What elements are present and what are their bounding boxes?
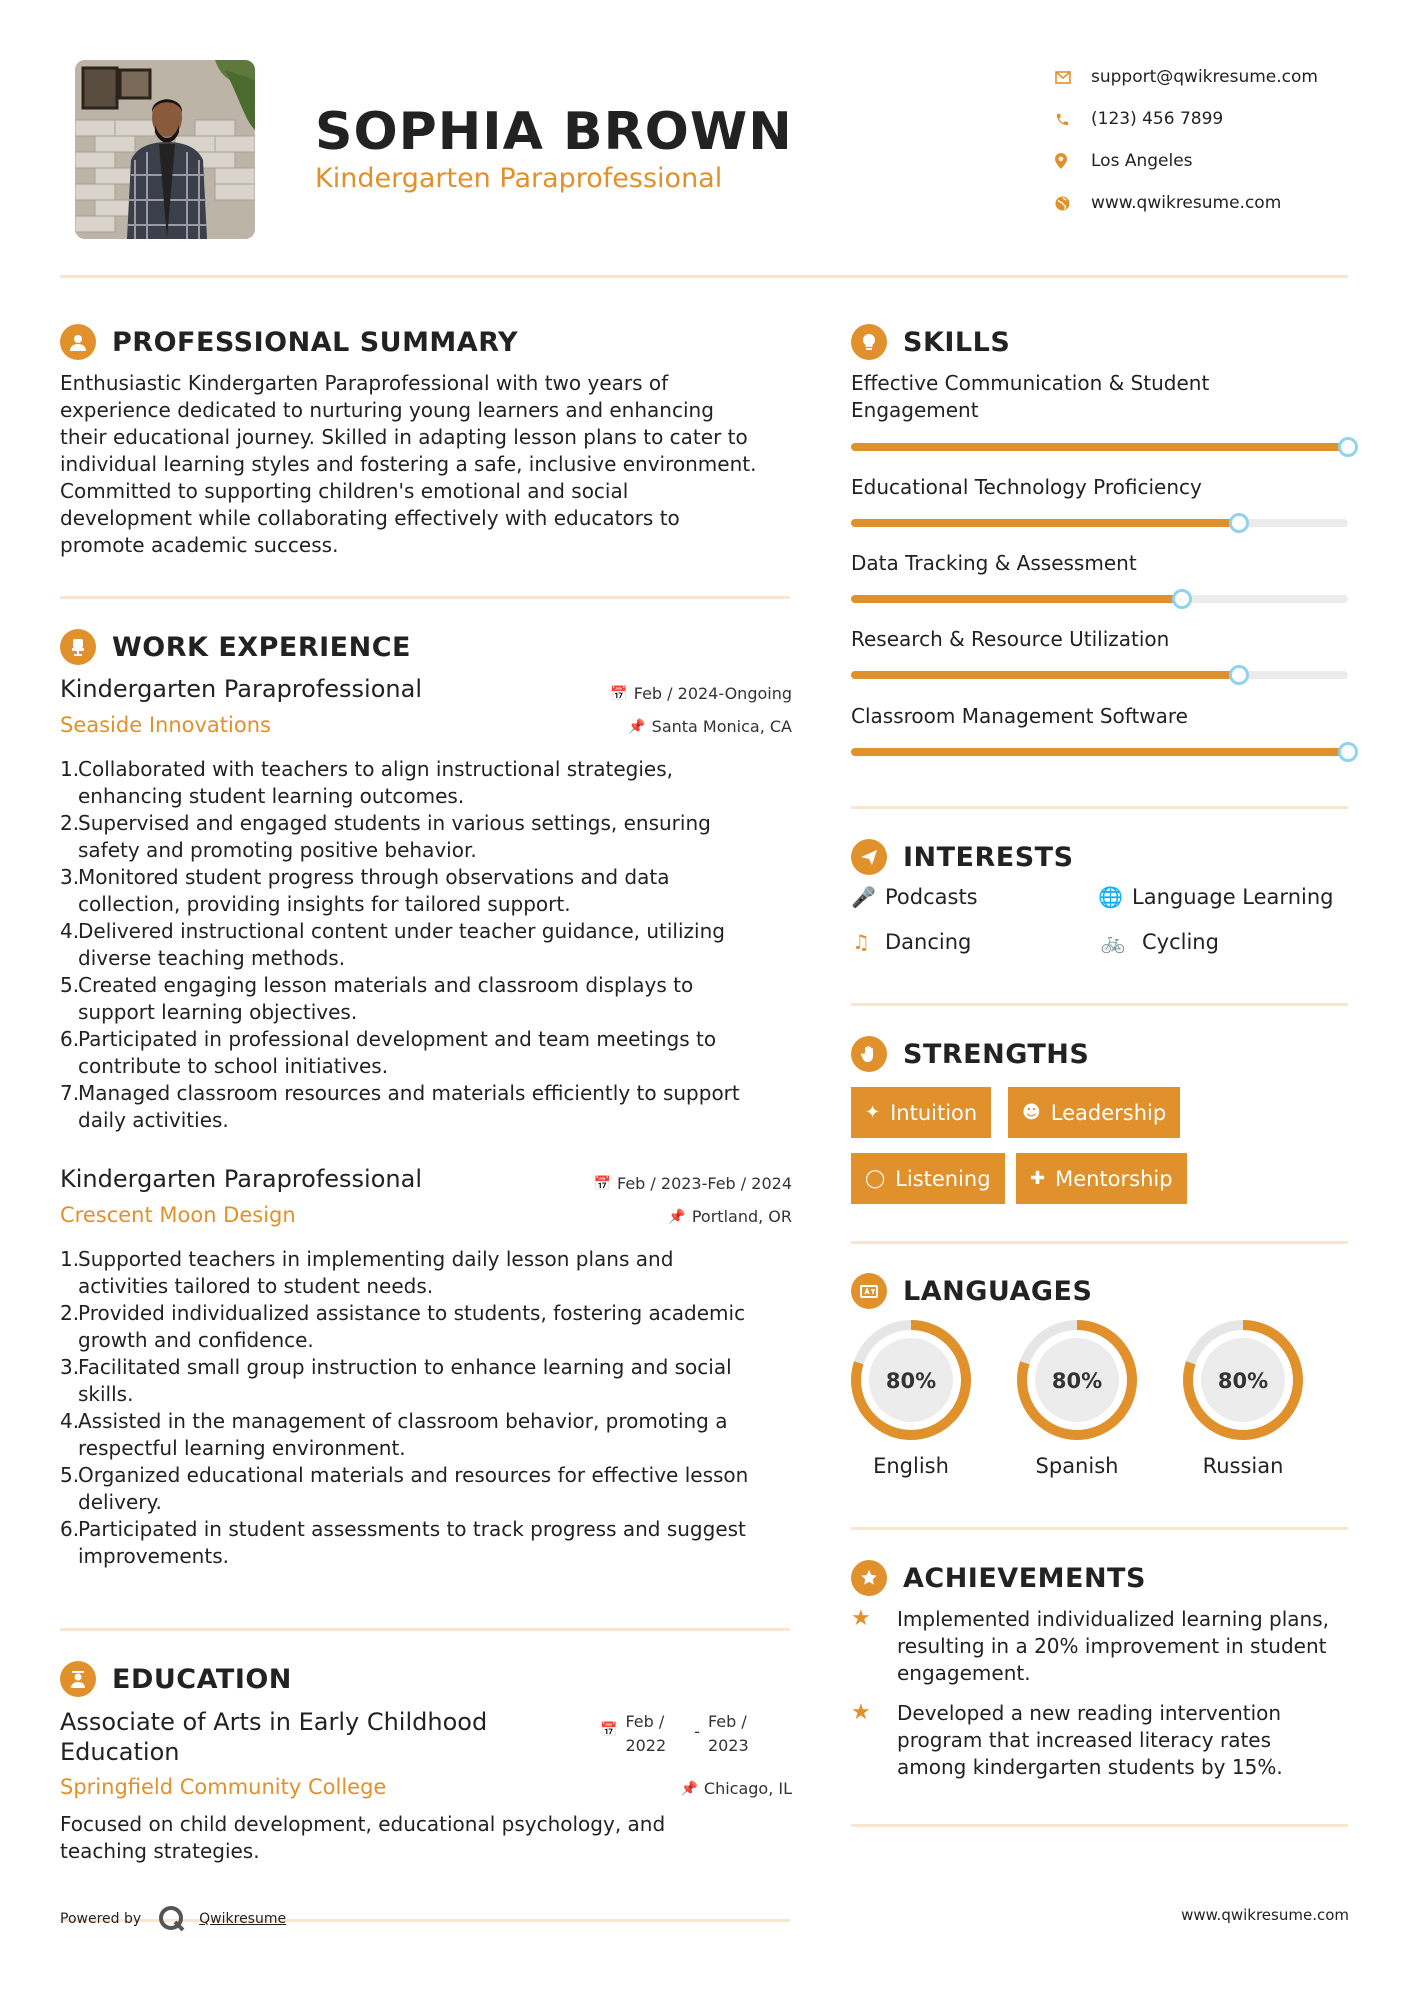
strength-tag: ✦ Intuition [851, 1087, 991, 1138]
strength-tag: ☻ Leadership [1008, 1087, 1180, 1138]
contact-list [1055, 56, 1375, 224]
pushpin-icon: 📌 [628, 718, 646, 735]
contact-email-text: support@qwikresume.com [1091, 67, 1318, 87]
skill-bar-knob [1338, 437, 1358, 457]
paper-plane-icon [851, 839, 887, 875]
achievement-item: ★ Implemented individualized learning plans, resulting in a 20% improvement in student engagement. [851, 1606, 1329, 1685]
skill-name: Educational Technology Proficiency [851, 475, 1202, 499]
list-item: 6.Participated in professional development and team meetings to contribute to school initiatives. [60, 1027, 717, 1078]
phone-icon [1055, 112, 1091, 127]
footer-powered-by: Powered by Qwikresume [60, 1904, 286, 1934]
job-date [500, 1174, 792, 1193]
summary-heading [60, 324, 518, 360]
language-ring [1181, 1318, 1305, 1442]
job-location-text: Portland, OR [691, 1207, 792, 1226]
calendar-icon: 📅 [600, 1722, 618, 1738]
section-divider [60, 596, 790, 599]
list-item: 5.Created engaging lesson materials and classroom displays to support learning objectives. [60, 973, 694, 1024]
contact-website-text: www.qwikresume.com [1091, 193, 1282, 213]
summary-line: individual learning styles and fostering a safe, inclusive environment. [60, 452, 757, 476]
strengths-heading [851, 1036, 1089, 1072]
language-card-icon [851, 1273, 887, 1309]
location-pin-icon [1055, 153, 1091, 169]
skills-heading [851, 324, 1010, 360]
language-percent: 80% [1051, 1369, 1103, 1393]
job-location [500, 1207, 792, 1226]
summary-text [60, 370, 800, 559]
job-duties-list [60, 756, 800, 1134]
user-plus-icon: ✚ [1030, 1168, 1046, 1189]
language-name: Russian [1202, 1454, 1284, 1478]
profile-photo [75, 60, 255, 239]
section-divider [851, 806, 1348, 809]
chair-icon [60, 629, 96, 665]
skill-bar-fill [851, 671, 1239, 679]
language-percent: 80% [1217, 1369, 1269, 1393]
experience-heading-text: WORK EXPERIENCE [112, 631, 411, 663]
skill-bar-fill [851, 519, 1239, 527]
candidate-name: SOPHIA BROWN [315, 102, 793, 162]
job-duties-list [60, 1246, 800, 1570]
contact-phone[interactable] [1055, 98, 1375, 140]
summary-line: development while collaborating effectively with educators to [60, 506, 680, 530]
user-icon [60, 324, 96, 360]
job-location-text: Santa Monica, CA [651, 717, 792, 736]
language-ring [849, 1318, 973, 1442]
graduate-icon [60, 1661, 96, 1697]
list-item: 4.Assisted in the management of classroom behavior, promoting a respectful learning environment. [60, 1409, 728, 1460]
pushpin-icon: 📌 [680, 1780, 698, 1797]
list-item: 1.Supported teachers in implementing daily lesson plans and activities tailored to student needs. [60, 1247, 674, 1298]
interests-heading-text: INTERESTS [903, 841, 1074, 873]
list-item: 4.Delivered instructional content under teacher guidance, utilizing diverse teaching methods. [60, 919, 725, 970]
strength-tag: ◯ Listening [851, 1153, 1005, 1204]
skill-bar [851, 595, 1348, 603]
contact-location-text: Los Angeles [1091, 151, 1193, 171]
interests-heading [851, 839, 1074, 875]
summary-heading-text: PROFESSIONAL SUMMARY [112, 326, 519, 358]
skills-heading-text: SKILLS [903, 326, 1011, 358]
job-title: Kindergarten Paraprofessional [60, 675, 422, 703]
users-icon: ☻ [1022, 1102, 1041, 1123]
footer-website-link[interactable]: www.qwikresume.com [1181, 1906, 1349, 1924]
list-item: 3.Facilitated small group instruction to enhance learning and social skills. [60, 1355, 732, 1406]
skill-name: Research & Resource Utilization [851, 627, 1170, 651]
qwikresume-link[interactable]: Qwikresume [199, 1911, 287, 1927]
pushpin-icon: 📌 [668, 1208, 686, 1225]
trophy-star-icon [851, 1560, 887, 1596]
hand-icon [851, 1036, 887, 1072]
education-location: 📌 Chicago, IL [680, 1779, 792, 1798]
education-dates: 📅 Feb / 2022 - Feb / 2023 [600, 1712, 749, 1755]
list-item: 5.Organized educational materials and resources for effective lesson delivery. [60, 1463, 749, 1514]
bicycle-icon: 🚲 [1100, 930, 1126, 954]
candidate-title: Kindergarten Paraprofessional [315, 163, 723, 194]
interest-item: 🎤 Podcasts [851, 885, 978, 909]
summary-line: Committed to supporting children's emotional and social [60, 479, 629, 503]
language-item [1181, 1318, 1305, 1478]
contact-email[interactable] [1055, 56, 1375, 98]
list-item: 6.Participated in student assessments to track progress and suggest improvements. [60, 1517, 746, 1568]
globe-icon [1055, 196, 1091, 211]
skill-bar-fill [851, 443, 1348, 451]
skill-bar-knob [1338, 742, 1358, 762]
skill-name: Data Tracking & Assessment [851, 551, 1137, 575]
summary-line: experience dedicated to nurturing young learners and enhancing [60, 398, 714, 422]
list-item: 2.Supervised and engaged students in various settings, ensuring safety and promoting positive behavior. [60, 811, 711, 862]
school-name: Springfield Community College [60, 1775, 387, 1799]
education-heading-text: EDUCATION [112, 1663, 292, 1695]
contact-location [1055, 140, 1375, 182]
microphone-icon: 🎤 [851, 885, 876, 909]
skill-name: Classroom Management Software [851, 704, 1188, 728]
language-item [1015, 1318, 1139, 1478]
list-item: 1.Collaborated with teachers to align instructional strategies, enhancing student learning outcomes. [60, 757, 673, 808]
contact-website[interactable] [1055, 182, 1375, 224]
job-location [500, 717, 792, 736]
list-item: 3.Monitored student progress through observations and data collection, providing insights for tailored support. [60, 865, 670, 916]
header-divider [60, 275, 1348, 278]
star-icon: ★ [851, 1700, 871, 1725]
strength-tag: ✚ Mentorship [1016, 1153, 1187, 1204]
calendar-icon: 📅 [610, 685, 628, 702]
interest-item: ♫ Dancing [852, 930, 972, 954]
language-name: English [873, 1454, 949, 1478]
skill-bar [851, 443, 1348, 451]
summary-line: Enthusiastic Kindergarten Paraprofessional with two years of [60, 371, 669, 395]
interest-item: 🚲 Cycling [1098, 930, 1219, 954]
job-date [500, 684, 792, 703]
job-date-text: Feb / 2023-Feb / 2024 [617, 1174, 792, 1193]
skill-bar [851, 519, 1348, 527]
skill-bar-fill [851, 748, 1348, 756]
job-company: Crescent Moon Design [60, 1203, 296, 1227]
summary-line: promote academic success. [60, 533, 339, 557]
language-percent: 80% [885, 1369, 937, 1393]
languages-heading-text: LANGUAGES [903, 1275, 1093, 1307]
achievements-heading [851, 1560, 1146, 1596]
language-name: Spanish [1035, 1454, 1119, 1478]
degree-title: Associate of Arts in Early Childhood Education [60, 1708, 488, 1766]
interest-item: 🌐 Language Learning [1098, 885, 1334, 909]
experience-heading [60, 629, 411, 665]
list-item: 7.Managed classroom resources and materials efficiently to support daily activities. [60, 1081, 740, 1132]
job-title: Kindergarten Paraprofessional [60, 1165, 422, 1193]
lightbulb-icon [851, 324, 887, 360]
section-divider [60, 1628, 790, 1631]
section-divider [851, 1241, 1348, 1244]
skill-bar-knob [1229, 665, 1249, 685]
skill-name: Effective Communication & Student Engagement [851, 371, 1210, 422]
language-item [849, 1318, 973, 1478]
skill-bar [851, 671, 1348, 679]
skill-bar-knob [1229, 513, 1249, 533]
headphones-icon: ◯ [865, 1168, 886, 1189]
qwikresume-logo-icon [157, 1904, 187, 1934]
skill-bar-knob [1172, 589, 1192, 609]
summary-line: their educational journey. Skilled in adapting lesson plans to cater to [60, 425, 748, 449]
section-divider [851, 1824, 1348, 1827]
contact-phone-text: (123) 456 7899 [1091, 109, 1224, 129]
strengths-heading-text: STRENGTHS [903, 1038, 1090, 1070]
job-company: Seaside Innovations [60, 713, 271, 737]
calendar-icon: 📅 [593, 1175, 611, 1192]
star-icon: ★ [851, 1606, 871, 1631]
achievements-heading-text: ACHIEVEMENTS [903, 1562, 1146, 1594]
job-date-text: Feb / 2024-Ongoing [633, 684, 792, 703]
education-description: Focused on child development, educational psychology, and teaching strategies. [60, 1812, 666, 1863]
section-divider [851, 1527, 1348, 1530]
education-heading [60, 1661, 292, 1697]
section-divider [851, 1003, 1348, 1006]
language-ring [1015, 1318, 1139, 1442]
skill-bar-fill [851, 595, 1182, 603]
magic-wand-icon: ✦ [865, 1102, 881, 1123]
languages-heading [851, 1273, 1092, 1309]
list-item: 2.Provided individualized assistance to students, fostering academic growth and confidence. [60, 1301, 746, 1352]
globe-icon: 🌐 [1098, 885, 1123, 909]
skill-bar [851, 748, 1348, 756]
music-note-icon: ♫ [852, 930, 870, 954]
achievement-item: ★ Developed a new reading intervention program that increased literacy rates among kindergarten students by 15%. [851, 1700, 1283, 1779]
envelope-icon [1055, 71, 1091, 84]
